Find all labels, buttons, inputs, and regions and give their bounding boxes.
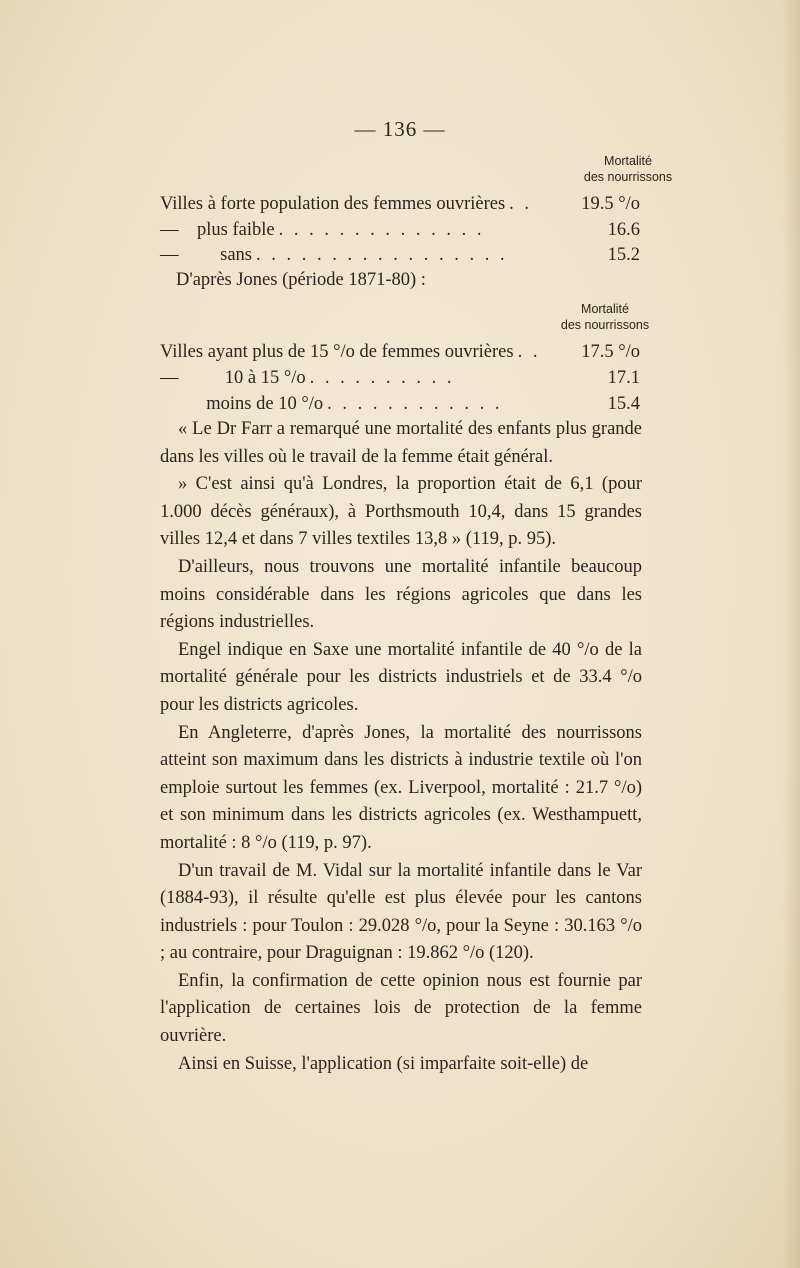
row-value: 16.6 (607, 220, 640, 240)
table2-row (160, 340, 640, 364)
paragraph: Enfin, la confirmation de cette opinion nous est fournie par l'application de certaines lois de protection de la femme ouvrière. (160, 970, 642, 1047)
row-label: — 10 à 15 °/o (160, 368, 306, 388)
paragraph: En Angleterre, d'après Jones, la mortalité des nourrissons atteint son maximum dans les districts à industrie textile où l'on emploie surtout les femmes (ex. Liverpool, mortalité : 21.7 °/o) et son minimum dans les districts agricoles (ex. Westhampuett, mortalité : 8 °/o (119, p. 97). (160, 722, 642, 853)
paragraph: Engel indique en Saxe une mortalité infantile de 40 °/o de la mortalité générale pour les districts industriels et de 33.4 °/o pour les districts agricoles. (160, 639, 642, 715)
row-label: — sans (160, 245, 252, 265)
paragraph: D'ailleurs, nous trouvons une mortalité infantile beaucoup moins considérable dans les régions agricoles que dans les régions industrielles. (160, 556, 642, 633)
row-leader: . . (517, 342, 541, 362)
table1-row (160, 192, 640, 216)
table1-column-header (538, 153, 718, 185)
table1-row (160, 243, 640, 267)
paragraph: Ainsi en Suisse, l'application (si imparfaite soit-elle) de (178, 1053, 589, 1074)
row-value: 15.4 (607, 394, 640, 414)
row-value: 15.2 (607, 245, 640, 265)
table1-header-line2: des nourrissons (583, 170, 673, 184)
table2-row (160, 366, 640, 390)
table2-header-line2: des nourrissons (560, 318, 650, 332)
body-text (160, 416, 642, 1078)
row-label: moins de 10 °/o (160, 394, 324, 414)
row-value: 19.5 °/o (581, 194, 640, 214)
table1-header-line1: Mortalité (604, 154, 652, 168)
row-value: 17.5 °/o (581, 342, 640, 362)
row-label: Villes ayant plus de 15 °/o de femmes ouvrières (160, 342, 514, 362)
table2-row (160, 392, 640, 416)
table2-header-line1: Mortalité (581, 302, 629, 316)
table1-row (160, 218, 640, 242)
row-leader: . . . . . . . . . . . . (327, 394, 503, 414)
row-label: — plus faible (160, 220, 275, 240)
row-leader: . . (509, 194, 533, 214)
row-label: Villes à forte population des femmes ouvrières (160, 194, 506, 214)
row-leader: . . . . . . . . . . . . . . (278, 220, 485, 240)
page-number: — 136 — (354, 117, 446, 141)
paragraph: « Le Dr Farr a remarqué une mortalité des enfants plus grande dans les villes où le travail de la femme était général. (160, 419, 642, 467)
section-subheading: D'après Jones (période 1871-80) : (176, 270, 426, 290)
paragraph: » C'est ainsi qu'à Londres, la proportion était de 6,1 (pour 1.000 décès généraux), à Porthsmouth 10,4, dans 15 grandes villes 12,4 et dans 7 villes textiles 13,8 » (119, p. 95). (160, 474, 642, 550)
row-leader: . . . . . . . . . . (309, 368, 455, 388)
page-edge-shadow (782, 0, 800, 1268)
table2-column-header (515, 301, 695, 333)
paragraph: D'un travail de M. Vidal sur la mortalité infantile dans le Var (1884-93), il résulte qu'elle est plus élevée pour les cantons industriels : pour Toulon : 29.028 °/o, pour la Seyne : 30.163 °/o ; au contraire, pour Draguignan : 19.862 °/o (120). (160, 860, 642, 964)
row-leader: . . . . . . . . . . . . . . . . . (256, 245, 508, 265)
row-value: 17.1 (607, 368, 640, 388)
